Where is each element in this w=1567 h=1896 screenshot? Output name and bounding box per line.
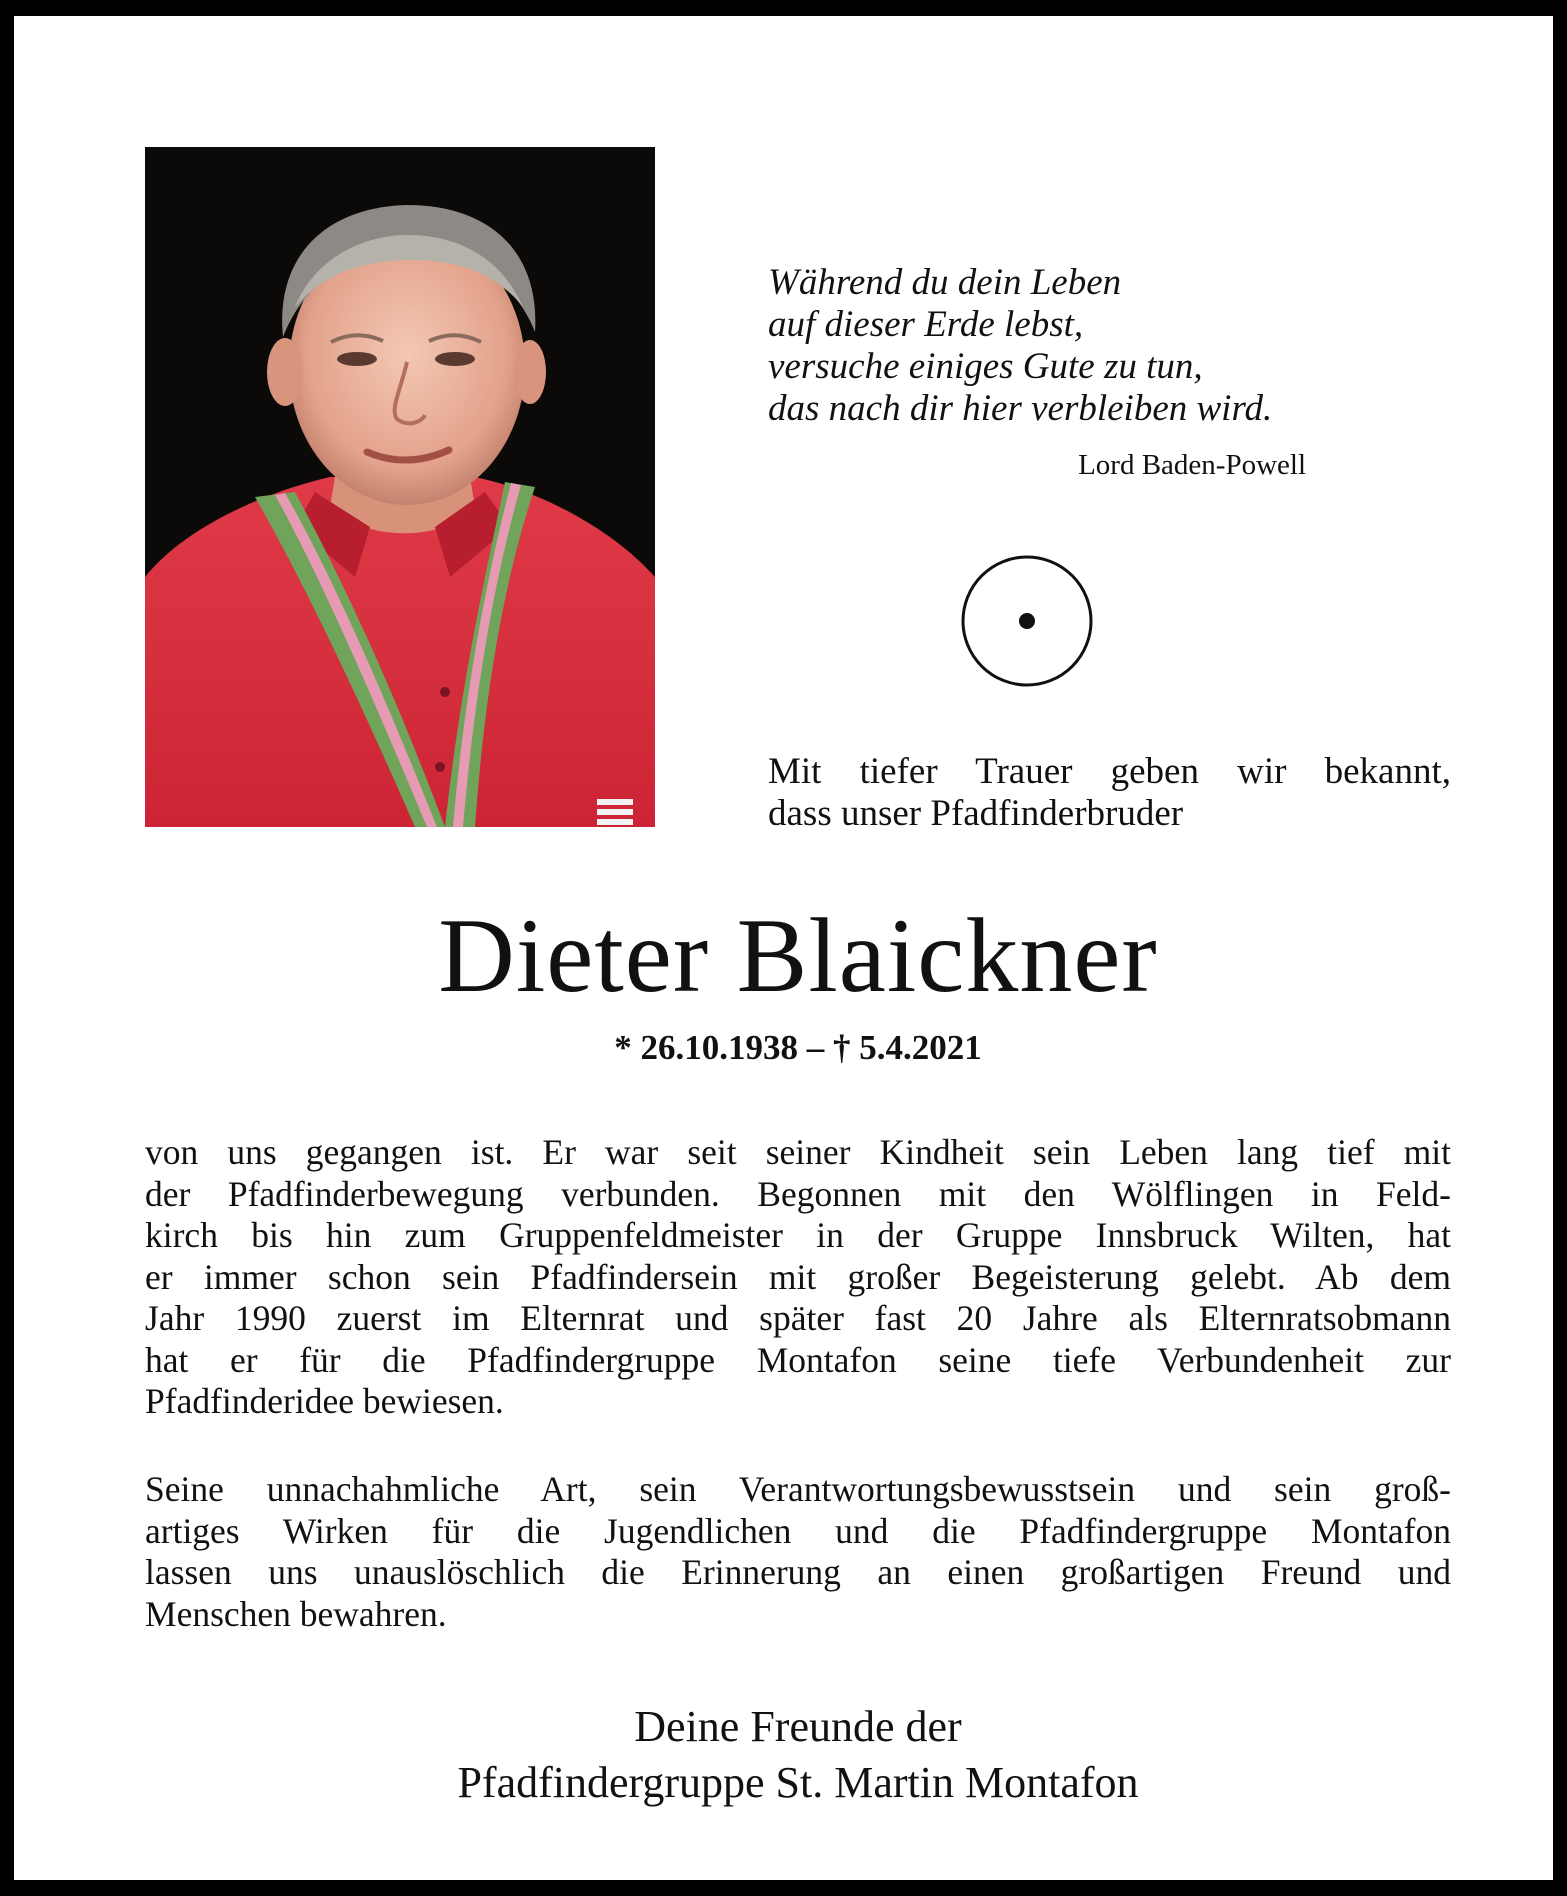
life-dates: * 26.10.1938 – † 5.4.2021 [614,1028,982,1067]
signature-line: Deine Freunde der [634,1702,962,1751]
deceased-name: Dieter Blaickner [438,897,1158,1014]
signature [145,1699,1451,1811]
paragraph-line: Jahr 1990 zuerst im Elternrat und später fast 20 Jahre als Elternratsobmann [145,1298,1451,1338]
paragraph-line: Pfadfinderidee bewiesen. [145,1381,504,1421]
quote-line: Während du dein Leben [768,262,1122,303]
paragraph-line: von uns gegangen ist. Er war seit seiner Kindheit sein Leben lang tief mit [145,1132,1451,1172]
body-paragraph-2 [145,1469,1451,1635]
body-paragraph-1 [145,1132,1451,1423]
paragraph-line: er immer schon sein Pfadfindersein mit großer Begeisterung gelebt. Ab dem [145,1256,1451,1297]
announcement-line: Mit tiefer Trauer geben wir bekannt, [768,751,1451,792]
portrait-photo [145,147,655,827]
quote-line: versuche einiges Gute zu tun, [768,346,1203,387]
announcement-line: dass unser Pfadfinderbruder [768,793,1184,834]
quote-author: Lord Baden-Powell [1078,449,1306,481]
circle-with-center-dot-icon [958,552,1096,690]
paragraph-line: hat er für die Pfadfindergruppe Montafon seine tiefe Verbundenheit zur [145,1339,1451,1380]
paragraph-line: Menschen bewahren. [145,1593,447,1634]
paragraph-line: lassen uns unauslöschlich die Erinnerung an einen großartigen Freund und [145,1552,1451,1592]
paragraph-line: Seine unnachahmliche Art, sein Verantwortungsbewusstsein und sein groß- [145,1469,1451,1509]
quote [768,262,1328,430]
quote-line: das nach dir hier verbleiben wird. [768,388,1273,429]
announcement [768,751,1451,835]
paragraph-line: artiges Wirken für die Jugendlichen und die Pfadfindergruppe Montafon [145,1510,1451,1551]
paragraph-line: kirch bis hin zum Gruppenfeldmeister in der Gruppe Innsbruck Wilten, hat [145,1215,1451,1255]
paragraph-line: der Pfadfinderbewegung verbunden. Begonnen mit den Wölflingen in Feld- [145,1173,1451,1214]
signature-line: Pfadfindergruppe St. Martin Montafon [457,1758,1139,1807]
quote-line: auf dieser Erde lebst, [768,304,1084,345]
